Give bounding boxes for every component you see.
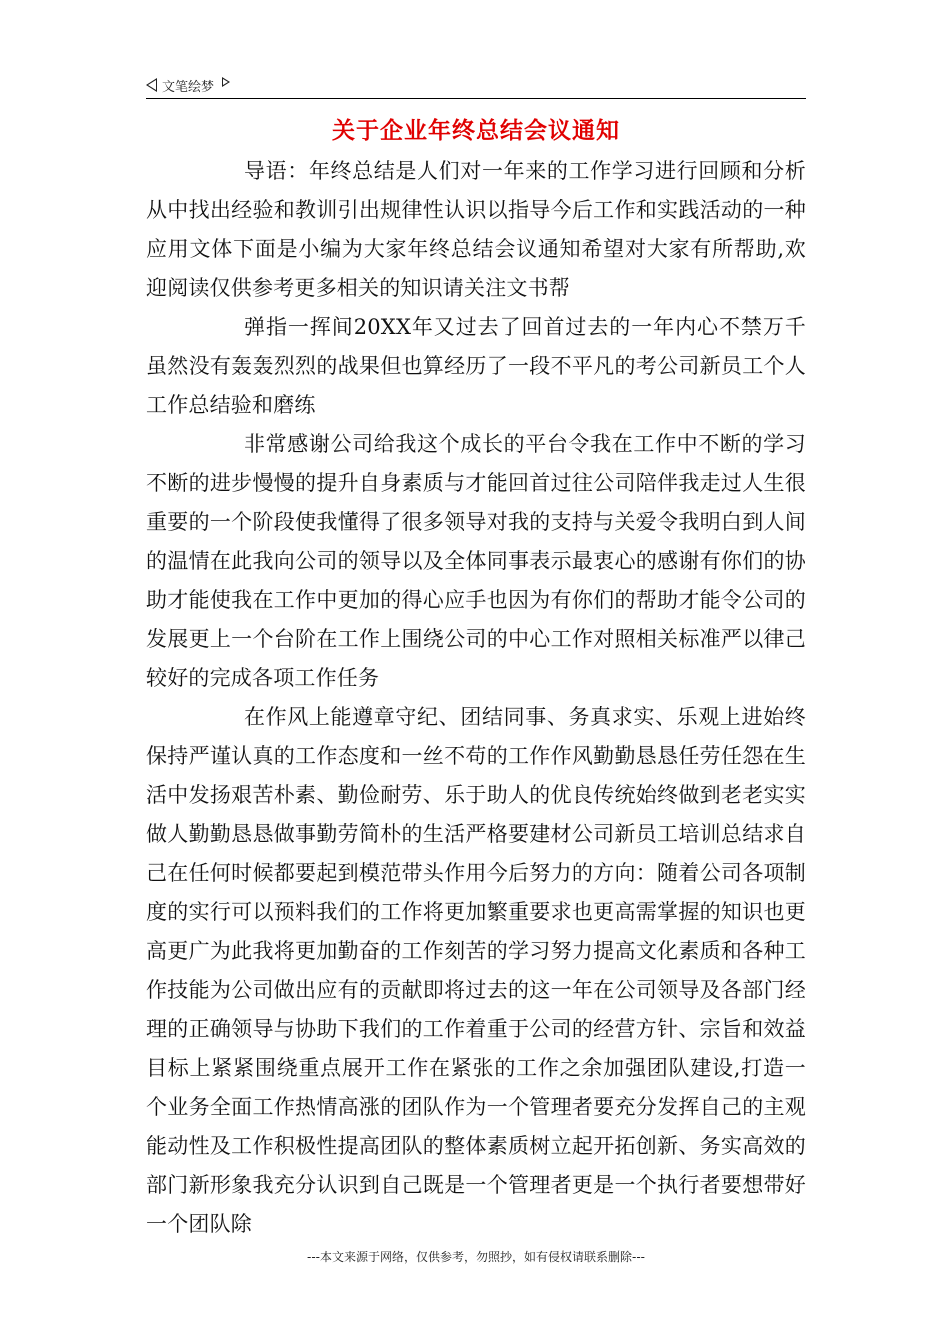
header-divider	[146, 98, 806, 99]
paragraph-3: 非常感谢公司给我这个成长的平台令我在工作中不断的学习不断的进步慢慢的提升自身素质与才能回首过往公司陪伴我走过人生很重要的一个阶段使我懂得了很多领导对我的支持与关爱令我明白到人间的温情在此我向公司的领导以及全体同事表示最衷心的感谢有你们的协助才能使我在工作中更加的得心应手也因为有你们的帮助才能令公司的发展更上一个台阶在工作上围绕公司的中心工作对照相关标准严以律己较好的完成各项工作任务	[146, 432, 806, 690]
document-body	[146, 152, 806, 1244]
triangle-left-icon	[146, 78, 157, 92]
triangle-right-icon	[222, 77, 230, 87]
footer-notice: ---本文来源于网络，仅供参考，勿照抄，如有侵权请联系删除---	[307, 1250, 645, 1264]
paragraph-4: 在作风上能遵章守纪、团结同事、务真求实、乐观上进始终保持严谨认真的工作态度和一丝不苟的工作作风勤勤恳恳任劳任怨在生活中发扬艰苦朴素、勤俭耐劳、乐于助人的优良传统始终做到老老实实做人勤勤恳恳做事勤劳简朴的生活严格要建材公司新员工培训总结求自己在任何时候都要起到模范带头作用今后努力的方向：随着公司各项制度的实行可以预料我们的工作将更加繁重要求也更高需掌握的知识也更高更广为此我将更加勤奋的工作刻苦的学习努力提高文化素质和各种工作技能为公司做出应有的贡献即将过去的这一年在公司领导及各部门经理的正确领导与协助下我们的工作着重于公司的经营方针、宗旨和效益目标上紧紧围绕重点展开工作在紧张的工作之余加强团队建设,打造一个业务全面工作热情高涨的团队作为一个管理者要充分发挥自己的主观能动性及工作积极性提高团队的整体素质树立起开拓创新、务实高效的部门新形象我充分认识到自己既是一个管理者更是一个执行者要想带好一个团队除	[146, 705, 806, 1236]
page-header	[146, 72, 806, 98]
paragraph-intro: 导语：年终总结是人们对一年来的工作学习进行回顾和分析从中找出经验和教训引出规律性认识以指导今后工作和实践活动的一种应用文体下面是小编为大家年终总结会议通知希望对大家有所帮助,欢迎阅读仅供参考更多相关的知识请关注文书帮	[146, 159, 806, 300]
paragraph-2: 弹指一挥间20XX年又过去了回首过去的一年内心不禁万千虽然没有轰轰烈烈的战果但也算经历了一段不平凡的考公司新员工个人工作总结验和磨练	[146, 315, 806, 417]
document-title: 关于企业年终总结会议通知	[332, 118, 620, 144]
brand-label: 文笔绘梦	[162, 79, 215, 95]
